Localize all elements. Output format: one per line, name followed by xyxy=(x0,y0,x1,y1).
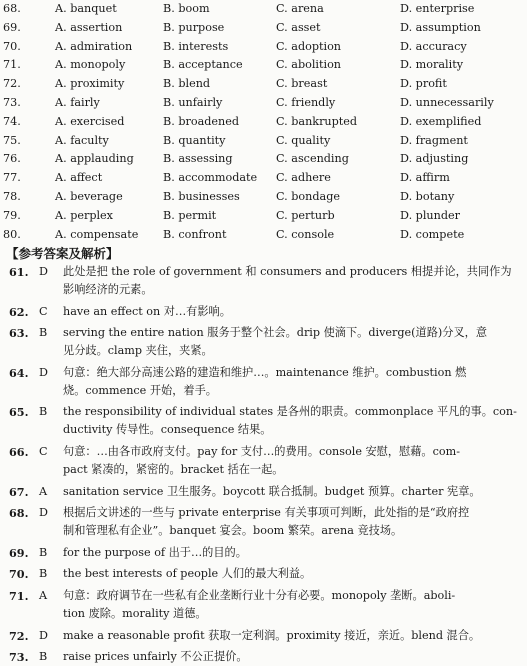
option-row xyxy=(0,188,527,206)
answer-letter: B xyxy=(39,405,48,419)
option-b: B. assessing xyxy=(163,152,233,166)
answer-entry xyxy=(0,303,527,321)
option-b: B. purpose xyxy=(163,20,225,34)
answer-number: 72. xyxy=(9,628,29,643)
option-d: D. assumption xyxy=(400,20,481,34)
explanation-line: 句意：绝大部分高速公路的建造和维护…。maintenance 维护。combustion 燃 xyxy=(63,365,467,379)
answer-entry xyxy=(0,627,527,645)
answer-letter: C xyxy=(39,445,48,458)
option-b: B. acceptance xyxy=(163,58,243,72)
option-b: B. unfairly xyxy=(163,96,223,109)
question-number: 74. xyxy=(3,114,21,128)
answer-number: 73. xyxy=(9,650,29,665)
option-a: A. assertion xyxy=(55,20,123,34)
explanation-line: 见分歧。clamp 夹住，夹紧。 xyxy=(63,344,213,358)
answer-letter: B xyxy=(39,326,48,340)
answer-entry xyxy=(0,483,527,501)
explanation-line: sanitation service 卫生服务。boycott 联合抵制。budget 预算。charter 宪章。 xyxy=(63,484,481,498)
explanation-line: 烧。commence 开始，着手。 xyxy=(63,383,217,397)
answer-number: 63. xyxy=(9,326,29,341)
option-row xyxy=(0,150,527,168)
option-b: B. blend xyxy=(163,77,211,91)
question-number: 77. xyxy=(3,171,21,185)
section-title: 【参考答案及解析】 xyxy=(6,246,119,261)
answer-entry xyxy=(0,544,527,562)
answer-explanation xyxy=(63,627,521,645)
option-a: A. admiration xyxy=(55,39,133,53)
answer-number: 64. xyxy=(9,365,29,380)
option-d: D. plunder xyxy=(400,208,460,222)
answer-explanation xyxy=(63,364,521,400)
answer-entry xyxy=(0,504,527,540)
explanation-line: ductivity 传导性。consequence 结果。 xyxy=(63,423,272,437)
option-b: B. accommodate xyxy=(163,171,258,185)
question-number: 78. xyxy=(3,190,21,203)
option-a: A. applauding xyxy=(55,152,134,166)
answer-letter: B xyxy=(39,567,48,581)
option-c: C. adoption xyxy=(276,39,342,53)
option-row xyxy=(0,38,527,56)
explanation-line: serving the entire nation 服务于整个社会。drip 使滴下。diverge(道路)分叉，意 xyxy=(63,326,488,340)
option-row xyxy=(0,0,527,18)
answer-number: 70. xyxy=(9,567,29,582)
question-number: 68. xyxy=(3,2,21,15)
option-c: C. breast xyxy=(276,77,328,91)
answer-entry xyxy=(0,324,527,360)
answer-number: 68. xyxy=(9,506,29,521)
question-number: 73. xyxy=(3,96,21,109)
explanation-line: the best interests of people 人们的最大利益。 xyxy=(63,567,312,581)
option-row xyxy=(0,207,527,225)
question-number: 76. xyxy=(3,152,21,166)
option-c: C. bankrupted xyxy=(276,114,358,128)
option-d: D. exemplified xyxy=(400,114,482,128)
answer-entry xyxy=(0,443,527,479)
explanation-line: make a reasonable profit 获取一定利润。proximity 接近，亲近。blend 混合。 xyxy=(63,628,481,642)
option-a: A. perplex xyxy=(55,208,113,222)
explanation-line: have an effect on 对…有影响。 xyxy=(63,304,231,318)
answer-letter: D xyxy=(39,628,48,642)
option-c: C. quality xyxy=(276,133,331,147)
answer-entry xyxy=(0,565,527,583)
answer-number: 62. xyxy=(9,304,29,319)
option-d: D. affirm xyxy=(400,171,450,185)
option-c: C. adhere xyxy=(276,171,331,185)
answer-entry xyxy=(0,263,527,299)
option-d: D. enterprise xyxy=(400,2,475,15)
option-d: D. morality xyxy=(400,58,464,72)
answer-explanation xyxy=(63,263,521,299)
option-d: D. accuracy xyxy=(400,39,467,53)
option-b: B. permit xyxy=(163,208,217,222)
option-a: A. faculty xyxy=(55,133,109,147)
answer-letter: B xyxy=(39,545,48,559)
answer-explanation xyxy=(63,504,521,540)
explanation-line: 根据后文讲述的一些与 private enterprise 有关事项可判断，此处指的是“政府控 xyxy=(63,506,470,520)
explanation-line: for the purpose of 出于…的目的。 xyxy=(63,545,247,559)
option-b: B. businesses xyxy=(163,190,240,203)
answer-number: 61. xyxy=(9,265,29,279)
option-c: C. perturb xyxy=(276,208,335,222)
option-a: A. fairly xyxy=(55,96,100,109)
explanation-line: 句意：…由各市政府支付。pay for 支付…的费用。console 安慰，慰藉。com- xyxy=(63,445,461,458)
option-a: A. affect xyxy=(55,171,103,185)
option-c: C. asset xyxy=(276,20,321,34)
answer-number: 65. xyxy=(9,405,29,420)
option-a: A. banquet xyxy=(55,2,117,15)
option-b: B. quantity xyxy=(163,133,226,147)
option-a: A. monopoly xyxy=(55,58,126,72)
answer-entry xyxy=(0,648,527,666)
question-number: 70. xyxy=(3,39,21,53)
option-a: A. beverage xyxy=(55,190,123,203)
answer-explanation xyxy=(63,648,521,666)
option-d: D. fragment xyxy=(400,133,468,147)
option-b: B. confront xyxy=(163,227,227,241)
answer-letter: A xyxy=(39,589,48,602)
answer-letter: B xyxy=(39,650,48,664)
explanation-line: 影响经济的元素。 xyxy=(63,283,153,296)
answer-number: 66. xyxy=(9,445,29,459)
option-d: D. unnecessarily xyxy=(400,96,494,109)
option-row xyxy=(0,94,527,112)
answer-number: 69. xyxy=(9,545,29,560)
answer-entry xyxy=(0,403,527,439)
option-a: A. compensate xyxy=(55,227,139,241)
option-a: A. proximity xyxy=(55,77,125,91)
option-c: C. ascending xyxy=(276,152,349,166)
answer-explanation xyxy=(63,443,521,479)
answer-letter: D xyxy=(39,365,48,379)
option-c: C. friendly xyxy=(276,96,336,109)
option-c: C. console xyxy=(276,227,335,241)
option-c: C. abolition xyxy=(276,58,342,72)
answer-explanation xyxy=(63,324,521,360)
option-row xyxy=(0,19,527,37)
option-a: A. exercised xyxy=(55,114,125,128)
answer-entry xyxy=(0,364,527,400)
answer-explanation xyxy=(63,303,521,321)
explanation-line: tion 废除。morality 道德。 xyxy=(63,607,207,620)
option-c: C. arena xyxy=(276,2,324,15)
question-number: 71. xyxy=(3,58,21,72)
answer-explanation xyxy=(63,403,521,439)
explanation-line: 此处是把 the role of government 和 consumers and producers 相提并论，共同作为 xyxy=(63,265,512,278)
answer-letter: D xyxy=(39,506,48,520)
question-number: 79. xyxy=(3,208,21,222)
answer-letter: D xyxy=(39,265,48,278)
question-number: 80. xyxy=(3,227,21,241)
option-d: D. botany xyxy=(400,190,455,203)
option-b: B. interests xyxy=(163,39,229,53)
explanation-line: 句意：政府调节在一些私有企业垄断行业十分有必要。monopoly 垄断。aboli- xyxy=(63,589,456,602)
answer-number: 71. xyxy=(9,589,29,603)
option-b: B. broadened xyxy=(163,114,240,128)
answer-number: 67. xyxy=(9,484,29,499)
option-d: D. compete xyxy=(400,227,465,241)
option-row xyxy=(0,56,527,74)
option-b: B. boom xyxy=(163,2,210,15)
explanation-line: pact 紧凑的，紧密的。bracket 括在一起。 xyxy=(63,463,284,476)
option-d: D. profit xyxy=(400,77,447,91)
explanation-line: raise prices unfairly 不公正提价。 xyxy=(63,650,248,664)
option-c: C. bondage xyxy=(276,190,340,203)
question-number: 72. xyxy=(3,77,21,91)
option-row xyxy=(0,226,527,244)
explanation-line: 制和管理私有企业”。banquet 宴会。boom 繁荣。arena 竞技场。 xyxy=(63,524,403,538)
answer-explanation xyxy=(63,587,521,623)
answer-letter: A xyxy=(39,484,48,498)
answer-explanation xyxy=(63,544,521,562)
answer-explanation xyxy=(63,565,521,583)
option-row xyxy=(0,169,527,187)
explanation-line: the responsibility of individual states 是各州的职责。commonplace 平凡的事。con- xyxy=(63,405,517,419)
answer-explanation xyxy=(63,483,521,501)
answer-letter: C xyxy=(39,304,48,318)
option-d: D. adjusting xyxy=(400,152,469,166)
option-row xyxy=(0,113,527,131)
question-number: 69. xyxy=(3,20,21,34)
option-row xyxy=(0,75,527,93)
question-number: 75. xyxy=(3,133,21,147)
answer-entry xyxy=(0,587,527,623)
option-row xyxy=(0,132,527,150)
